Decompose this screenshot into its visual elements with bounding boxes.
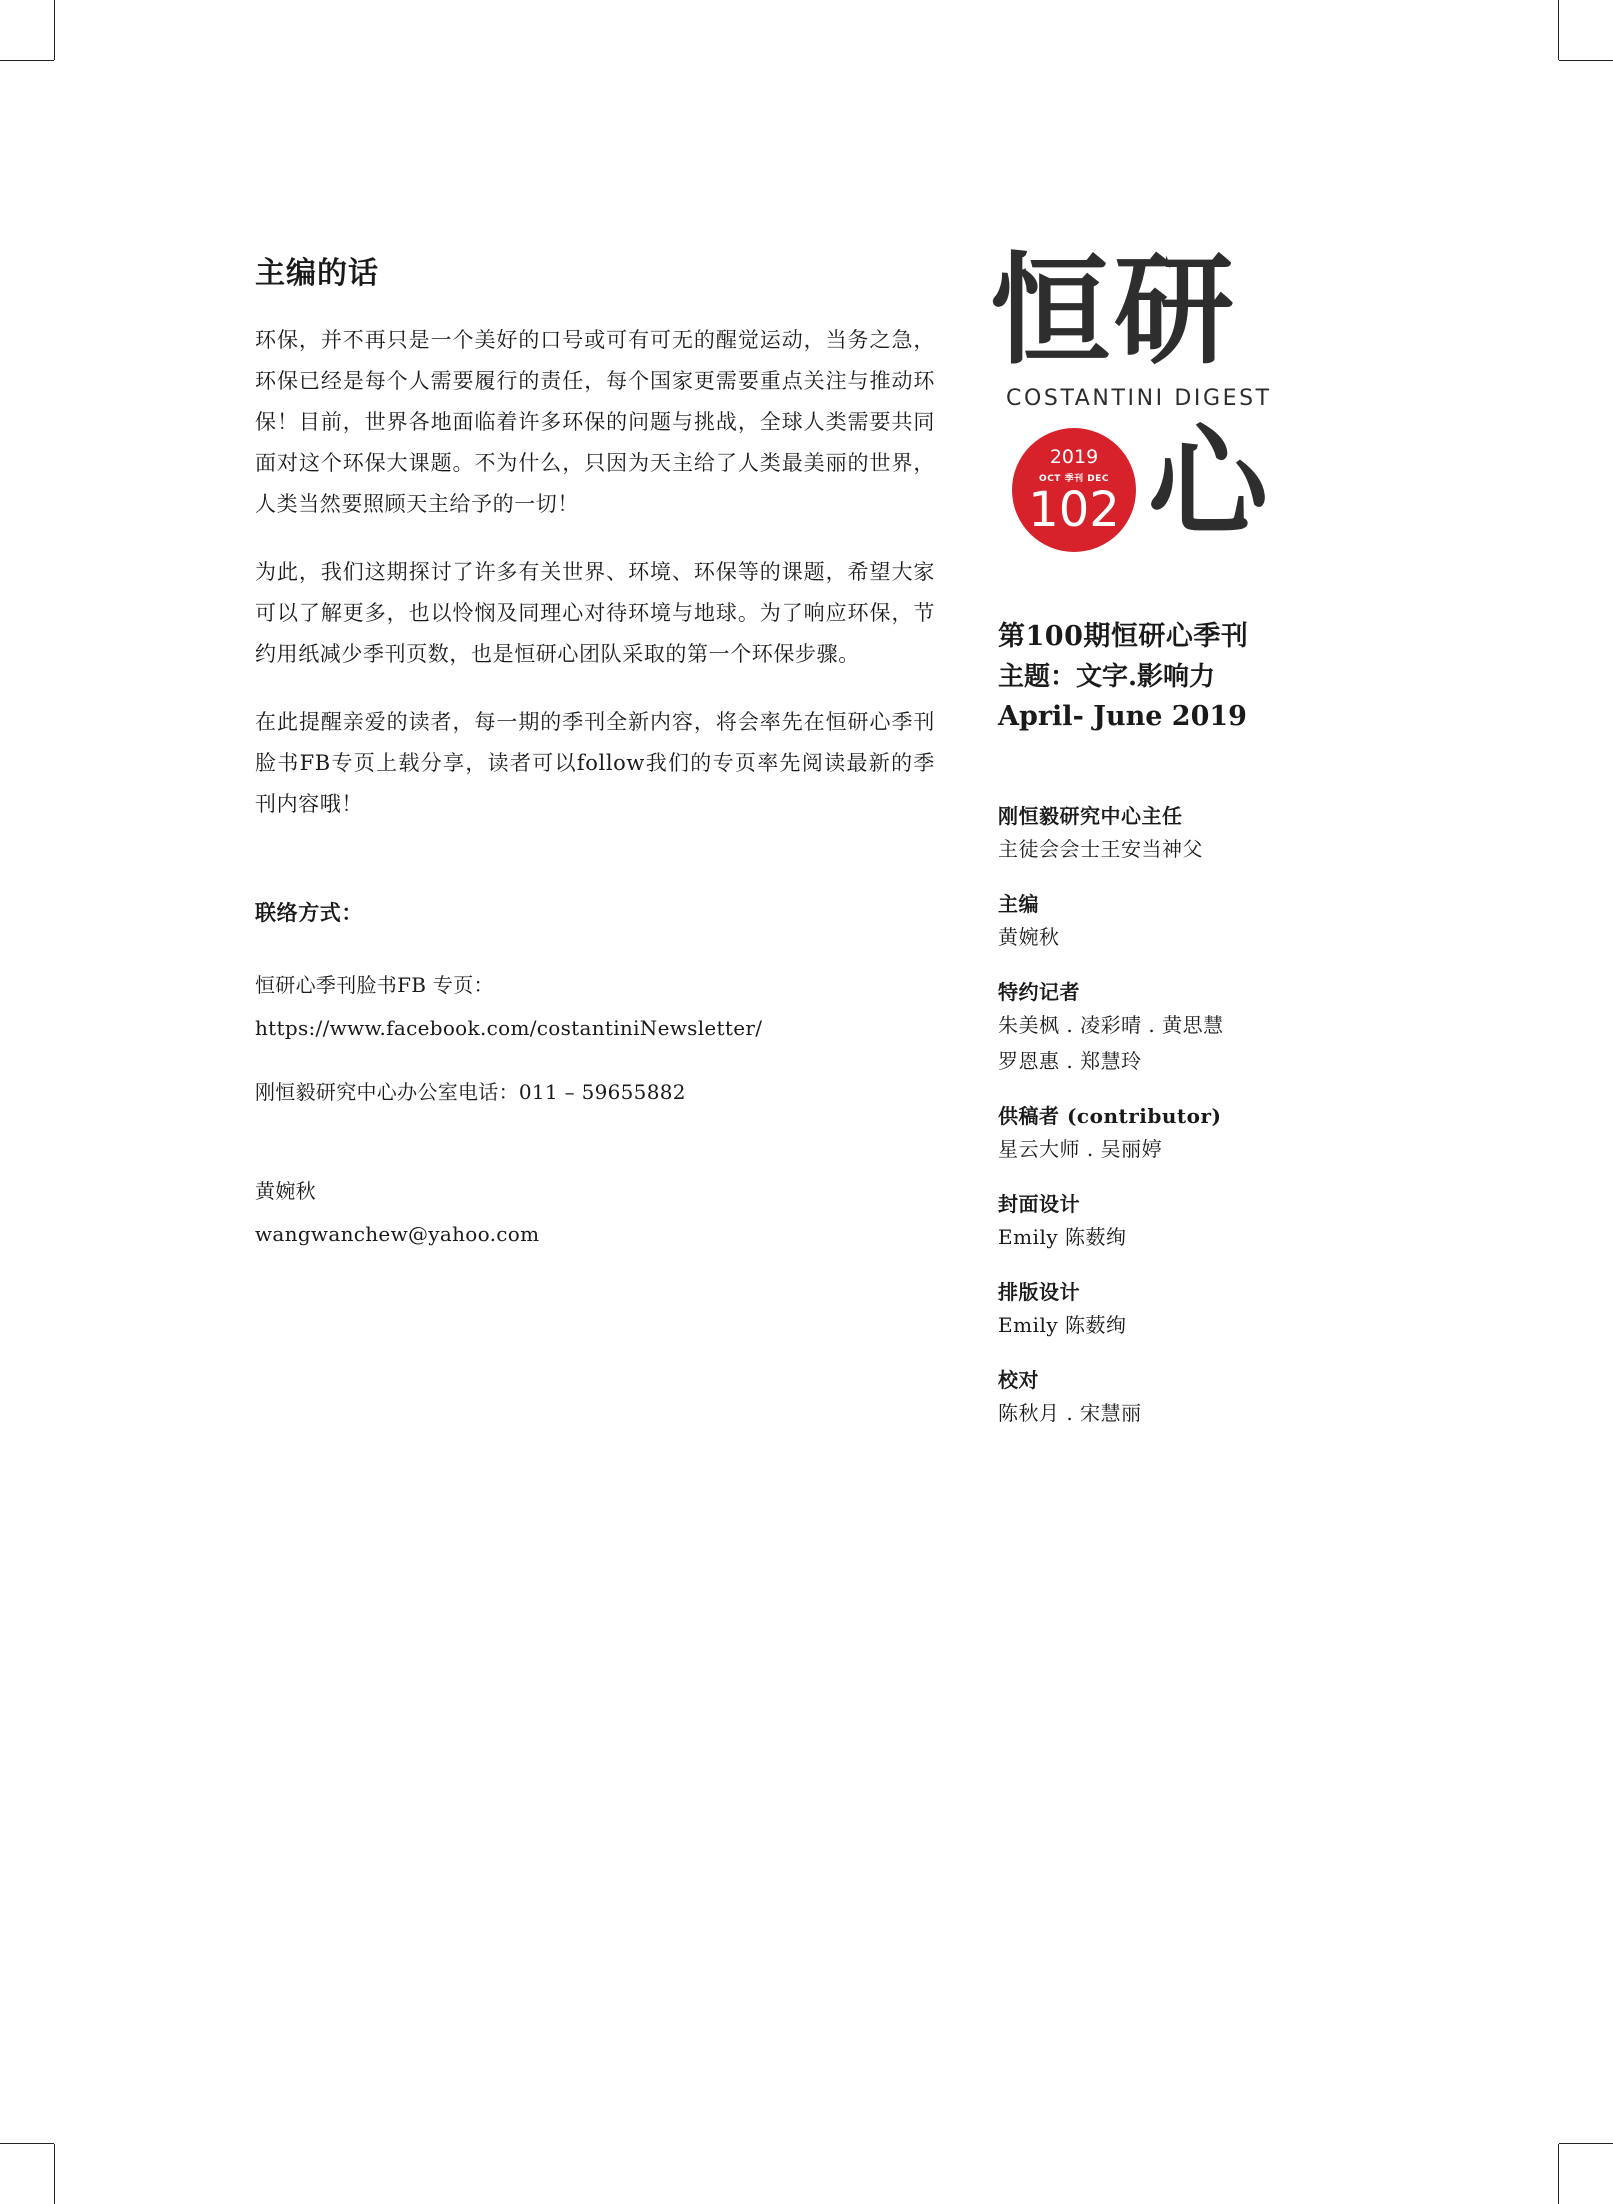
staff-names <box>998 1131 1318 1167</box>
staff-names <box>998 919 1318 955</box>
logo-subtitle: COSTANTINI DIGEST <box>1006 386 1272 411</box>
issue-theme: 主题：文字.影响力 <box>998 662 1216 692</box>
editor-note-title: 主编的话 <box>255 256 379 291</box>
crop-mark <box>1558 0 1559 60</box>
badge-year: 2019 <box>1049 446 1099 468</box>
staff-role: 特约记者 <box>998 980 1080 1004</box>
staff-role: 刚恒毅研究中心主任 <box>998 804 1183 828</box>
staff-names <box>998 1219 1318 1255</box>
staff-role: 封面设计 <box>998 1192 1080 1216</box>
issue-title: 第100期恒研心季刊 <box>998 621 1249 652</box>
crop-mark <box>1559 60 1613 61</box>
crop-mark <box>1558 2144 1559 2204</box>
badge-season: OCT 季刊 DEC <box>1039 474 1109 484</box>
editor-note <box>255 248 935 1246</box>
logo-title-hengyan: 恒研 <box>990 242 1238 381</box>
editor-note-paragraph: 环保，并不再只是一个美好的口号或可有可无的醒觉运动，当务之急，环保已经是每个人需要履行的责任，每个国家更需要重点关注与推动环保！目前，世界各地面临着许多环保的问题与挑战，全球人类需要共同面对这个环保大课题。不为什么，只因为天主给了人类最美丽的世界，人类当然要照顾天主给予的一切！ <box>255 328 935 516</box>
badge-number: 102 <box>1028 482 1120 538</box>
crop-mark <box>1559 2143 1613 2144</box>
crop-mark <box>54 2144 55 2204</box>
staff-role: 排版设计 <box>998 1280 1080 1304</box>
facebook-label: 恒研心季刊脸书FB 专页： <box>255 973 494 997</box>
staff-names <box>998 1007 1318 1079</box>
staff-names <box>998 1307 1318 1343</box>
staff-names <box>998 1395 1318 1431</box>
office-phone: 刚恒毅研究中心办公室电话：011 – 59655882 <box>255 1080 686 1104</box>
editor-email[interactable]: wangwanchew@yahoo.com <box>255 1222 540 1246</box>
crop-mark <box>0 60 54 61</box>
staff-name-line: 陈秋月 . 宋慧丽 <box>998 1401 1142 1425</box>
staff-name-line: 星云大师 . 吴丽婷 <box>998 1137 1163 1161</box>
staff-name-line: Emily 陈薮绚 <box>998 1225 1127 1249</box>
staff-name-line: 朱美枫 . 凌彩晴 . 黄思慧 <box>998 1013 1224 1037</box>
masthead <box>998 617 1318 1453</box>
editor-note-paragraph: 为此，我们这期探讨了许多有关世界、环境、环保等的课题，希望大家可以了解更多，也以怜悯及同理心对待环境与地球。为了响应环保，节约用纸减少季刊页数，也是恒研心团队采取的第一个环保步骤。 <box>255 560 935 666</box>
staff-role: 主编 <box>998 892 1039 916</box>
staff-name-line: 黄婉秋 <box>998 925 1060 949</box>
costantini-digest-logo <box>990 242 1290 553</box>
staff-role: 供稿者 (contributor) <box>998 1104 1222 1128</box>
issue-period: April- June 2019 <box>998 701 1247 732</box>
logo-title-xin: 心 <box>1148 414 1268 553</box>
issue-badge <box>1012 428 1136 552</box>
editor-name: 黄婉秋 <box>255 1179 316 1203</box>
editor-note-paragraph: 在此提醒亲爱的读者，每一期的季刊全新内容，将会率先在恒研心季刊脸书FB专页上载分享，读者可以follow我们的专页率先阅读最新的季刊内容哦！ <box>255 710 935 816</box>
contact-heading: 联络方式： <box>255 900 363 925</box>
crop-mark <box>0 2143 54 2144</box>
staff-name-line: Emily 陈薮绚 <box>998 1313 1127 1337</box>
staff-name-line: 主徒会会士王安当神父 <box>998 837 1203 861</box>
staff-list <box>998 801 1318 1431</box>
facebook-link[interactable]: https://www.facebook.com/costantiniNewsletter/ <box>255 1016 763 1040</box>
staff-names <box>998 831 1318 867</box>
crop-mark <box>54 0 55 60</box>
staff-role: 校对 <box>998 1368 1039 1392</box>
staff-name-line: 罗恩惠 . 郑慧玲 <box>998 1049 1142 1073</box>
